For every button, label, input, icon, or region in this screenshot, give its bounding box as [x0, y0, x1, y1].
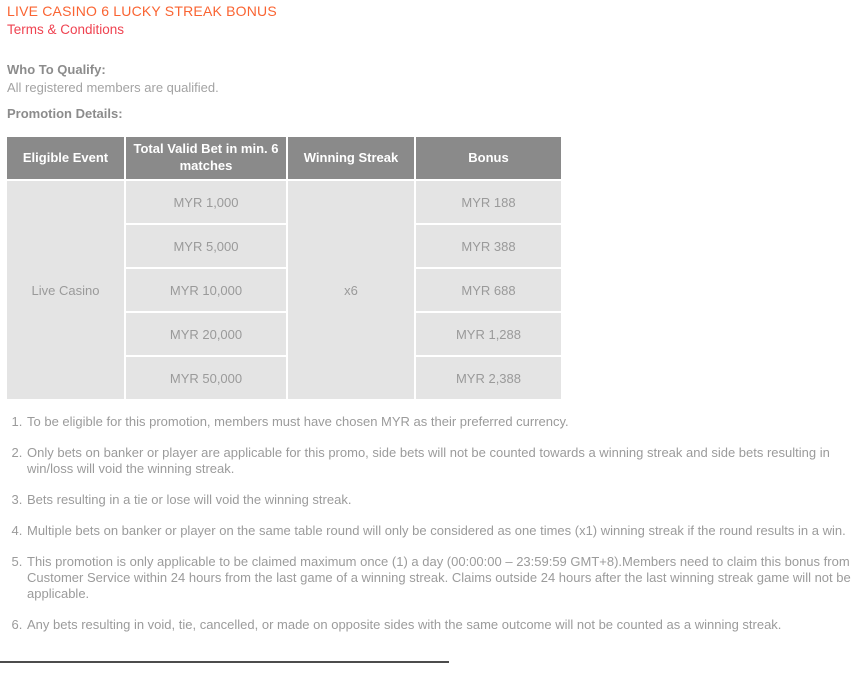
qualify-text: All registered members are qualified.	[7, 80, 219, 95]
cell-bonus: MYR 2,388	[416, 357, 561, 399]
details-heading: Promotion Details:	[7, 106, 123, 121]
header-eligible-event: Eligible Event	[7, 137, 124, 179]
promotion-table	[5, 135, 563, 401]
cell-bet: MYR 50,000	[126, 357, 286, 399]
cell-bonus: MYR 388	[416, 225, 561, 267]
header-winning-streak: Winning Streak	[288, 137, 414, 179]
qualify-heading: Who To Qualify:	[7, 62, 106, 77]
table-row	[7, 181, 561, 223]
bottom-edge-line	[0, 661, 449, 663]
terms-item-4: 4. Multiple bets on banker or player on the same table round will only be considered as one times (x1) winning streak if the round results in a win.	[26, 523, 866, 539]
cell-eligible-event: Live Casino	[7, 181, 124, 399]
terms-item-2: 2. Only bets on banker or player are applicable for this promo, side bets will not be counted towards a winning streak and side bets resulting in win/loss will void the winning streak.	[26, 445, 866, 477]
cell-bonus: MYR 688	[416, 269, 561, 311]
header-total-valid-bet: Total Valid Bet in min. 6 matches	[126, 137, 286, 179]
table-header-row	[7, 137, 561, 179]
cell-bet: MYR 20,000	[126, 313, 286, 355]
cell-winning-streak: x6	[288, 181, 414, 399]
cell-bonus: MYR 1,288	[416, 313, 561, 355]
header-bonus: Bonus	[416, 137, 561, 179]
cell-bet: MYR 1,000	[126, 181, 286, 223]
terms-item-6: 6. Any bets resulting in void, tie, cancelled, or made on opposite sides with the same outcome will not be counted as a winning streak.	[26, 617, 866, 633]
terms-conditions-link[interactable]: Terms & Conditions	[7, 22, 125, 37]
terms-list	[0, 414, 866, 648]
cell-bonus: MYR 188	[416, 181, 561, 223]
terms-item-3: 3. Bets resulting in a tie or lose will void the winning streak.	[26, 492, 866, 508]
page-title: LIVE CASINO 6 LUCKY STREAK BONUS	[7, 3, 277, 19]
terms-item-5: 5. This promotion is only applicable to be claimed maximum once (1) a day (00:00:00 – 23:59:59 GMT+8).Members need to claim this bonus from Customer Service within 24 hours from the last game of a winning streak. Claims outside 24 hours after the last winning streak game will not be applicable.	[26, 554, 866, 602]
cell-bet: MYR 5,000	[126, 225, 286, 267]
terms-item-1: 1. To be eligible for this promotion, members must have chosen MYR as their preferred currency.	[26, 414, 866, 430]
cell-bet: MYR 10,000	[126, 269, 286, 311]
